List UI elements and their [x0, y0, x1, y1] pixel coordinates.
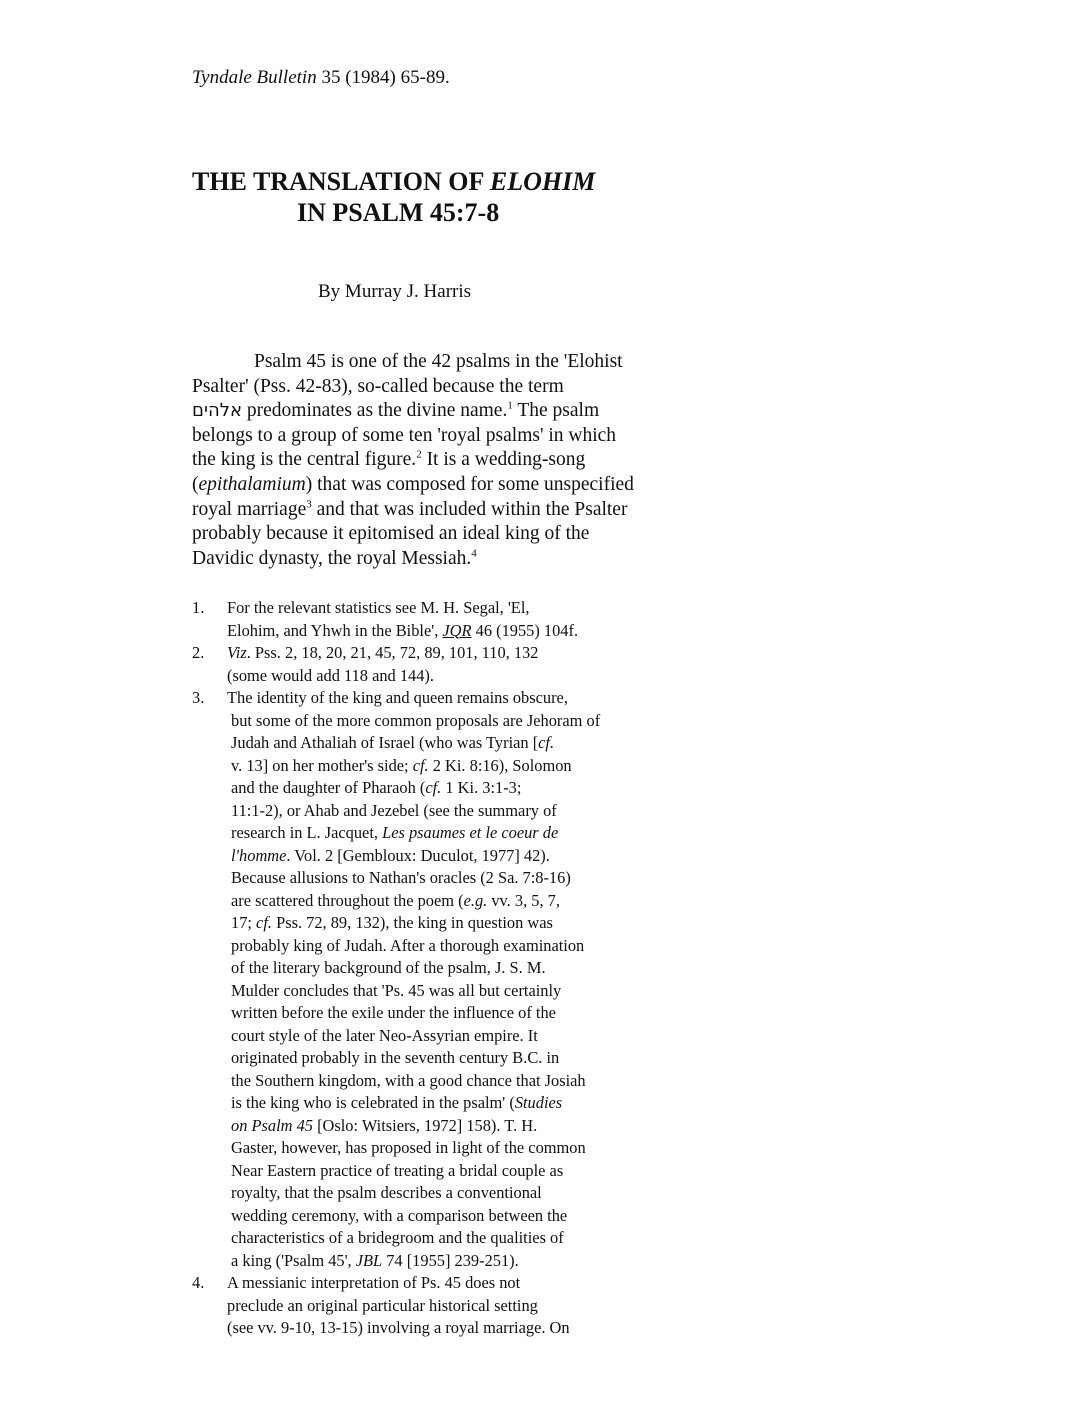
footnote-line: of the literary background of the psalm, J. S. M. — [231, 958, 546, 977]
body-line: royal marriage$^3$ and that was included within the Psalter — [192, 498, 628, 520]
author-byline: By Murray J. Harris — [318, 281, 472, 302]
footnote-number: 3. — [192, 688, 205, 707]
body-line: (epithalamium) that was composed for some unspecified — [192, 473, 634, 495]
footnote-ref[interactable]: 2 — [416, 448, 422, 461]
footnote-line: Gaster, however, has proposed in light of the common — [231, 1138, 586, 1157]
footnote-line: and the daughter of Pharaoh (cf. 1 Ki. 3:1-3; — [231, 778, 522, 797]
footnote-line: For the relevant statistics see M. H. Segal, 'El, — [227, 598, 530, 617]
body-line: the king is the central figure.$^2$ It is a wedding-song — [192, 448, 586, 471]
footnote-ref[interactable]: 4 — [471, 547, 477, 560]
footnote-line: l'homme. Vol. 2 [Gembloux: Duculot, 1977] 42). — [231, 845, 550, 865]
footnote-line: v. 13] on her mother's side; cf. 2 Ki. 8:16), Solomon — [231, 755, 572, 775]
body-line: אלהים predominates as the divine name.$^1$ The psalm — [192, 399, 600, 422]
footnote-line: originated probably in the seventh century B.C. in — [231, 1048, 560, 1067]
journal-name: Tyndale Bulletin — [192, 67, 317, 88]
footnote-line: court style of the later Neo-Assyrian empire. It — [231, 1025, 538, 1045]
running-header — [192, 66, 450, 90]
footnote-4 — [192, 1272, 692, 1340]
footnote-ref[interactable]: 3 — [306, 498, 312, 511]
footnote-line: 17; cf. Pss. 72, 89, 132), the king in question was — [231, 913, 553, 932]
footnote-line: royalty, that the psalm describes a conventional — [231, 1183, 542, 1202]
footnote-1 — [192, 597, 692, 642]
footnote-number: 1. — [192, 598, 205, 617]
body-line: Psalm 45 is one of the 42 psalms in the 'Elohist — [254, 351, 623, 372]
footnote-line: (see vv. 9-10, 13-15) involving a royal marriage. On — [227, 1318, 570, 1337]
footnote-line: Mulder concludes that 'Ps. 45 was all but certainly — [231, 980, 562, 1000]
footnote-line: A messianic interpretation of Ps. 45 does not — [227, 1273, 521, 1292]
footnote-2 — [192, 642, 692, 687]
footnote-line: 11:1-2), or Ahab and Jezebel (see the summary of — [231, 800, 557, 820]
footnote-line: on Psalm 45 [Oslo: Witsiers, 1972] 158). T. H. — [231, 1115, 538, 1135]
footnote-line: wedding ceremony, with a comparison between the — [231, 1205, 568, 1225]
footnote-line: preclude an original particular historical setting — [227, 1295, 538, 1315]
hebrew-word: אלהים — [192, 400, 242, 422]
footnote-line: are scattered throughout the poem (e.g. vv. 3, 5, 7, — [231, 890, 560, 910]
footnote-line: Because allusions to Nathan's oracles (2 Sa. 7:8-16) — [231, 868, 571, 887]
footnote-line: characteristics of a bridegroom and the qualities of — [231, 1228, 564, 1247]
footnote-line: the Southern kingdom, with a good chance that Josiah — [231, 1070, 586, 1090]
footnote-line: written before the exile under the influence of the — [231, 1003, 556, 1022]
footnote-line: Viz. Pss. 2, 18, 20, 21, 45, 72, 89, 101, 110, 132 — [227, 643, 539, 662]
footnote-line: Near Eastern practice of treating a bridal couple as — [231, 1160, 564, 1180]
footnote-line: research in L. Jacquet, Les psaumes et le coeur de — [231, 823, 559, 842]
footnote-line: is the king who is celebrated in the psalm' (Studies — [231, 1093, 563, 1112]
footnote-number: 4. — [192, 1273, 205, 1292]
footnote-line: Elohim, and Yhwh in the Bible', JQR 46 (1955) 104f. — [227, 620, 579, 640]
body-line: belongs to a group of some ten 'royal psalms' in which — [192, 424, 617, 446]
footnote-line: but some of the more common proposals are Jehoram of — [231, 710, 601, 730]
footnote-line: a king ('Psalm 45', JBL 74 [1955] 239-251). — [231, 1250, 519, 1270]
footnote-line: (some would add 118 and 144). — [227, 665, 434, 685]
title-line-1: THE TRANSLATION OF ELOHIM — [192, 167, 596, 196]
article-title — [192, 166, 595, 228]
body-line: probably because it epitomised an ideal king of the — [192, 523, 590, 545]
footnote-line: probably king of Judah. After a thorough examination — [231, 935, 585, 955]
body-line: Psalter' (Pss. 42-83), so-called because the term — [192, 375, 564, 397]
footnote-line: Judah and Athaliah of Israel (who was Tyrian [cf. — [231, 733, 555, 752]
footnote-number: 2. — [192, 643, 205, 662]
footnote-ref[interactable]: 1 — [507, 399, 513, 412]
footnote-line: The identity of the king and queen remains obscure, — [227, 688, 568, 707]
title-line-2: IN PSALM 45:7-8 — [297, 198, 500, 227]
journal-citation: 35 (1984) 65-89. — [321, 67, 450, 88]
body-paragraph — [192, 350, 692, 571]
footnotes — [192, 597, 692, 1340]
body-line: Davidic dynasty, the royal Messiah.$^4$ — [192, 547, 477, 569]
footnote-3 — [192, 687, 692, 1272]
